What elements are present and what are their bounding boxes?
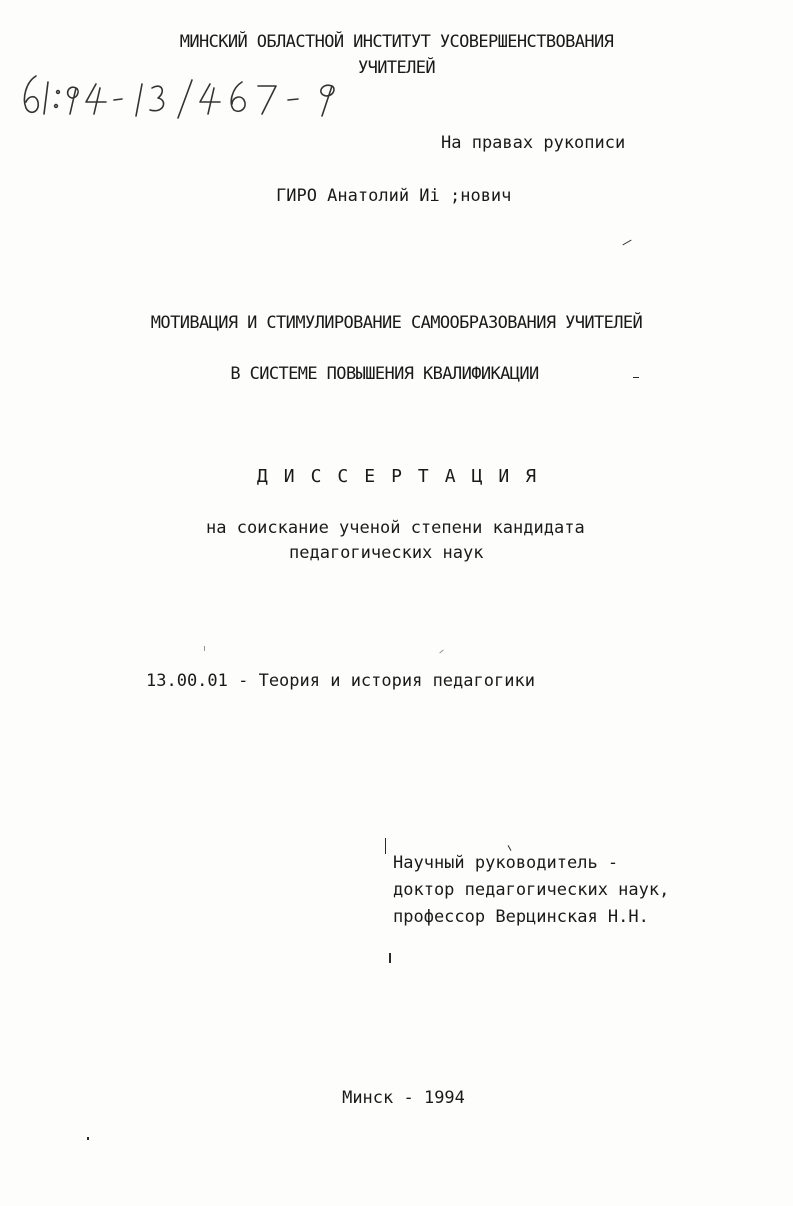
title-line2: В СИСТЕМЕ ПОВЫШЕНИЯ КВАЛИФИКАЦИИ [230,364,539,384]
institute-name-line2: УЧИТЕЛЕЙ [357,58,436,78]
supervisor-line1: Научный руководитель - [393,853,619,873]
supervisor-line2: доктор педагогических наук, [393,880,670,900]
scan-mark [622,240,631,246]
scan-mark [385,838,386,854]
scan-mark [204,646,205,651]
scan-mark [508,845,512,851]
supervisor-line3: профессор Верцинская Н.Н. [393,907,649,927]
scan-mark [439,650,443,654]
document-type: ДИССЕРТАЦИЯ [256,466,553,487]
degree-line1: на соискание ученой степени кандидата [206,518,585,538]
rights-note: На правах рукописи [441,133,626,153]
scan-mark [633,377,639,378]
handwritten-archive-code [14,68,354,128]
institute-name-line1: МИНСКИЙ ОБЛАСТНОЙ ИНСТИТУТ УСОВЕРШЕНСТВОВАНИЯ [179,32,614,52]
scan-mark [87,1137,89,1140]
place-and-year: Минск - 1994 [342,1088,465,1108]
title-line1: МОТИВАЦИЯ И СТИМУЛИРОВАНИЕ САМООБРАЗОВАНИЯ УЧИТЕЛЕЙ [150,313,643,333]
author-name: ГИРО Анатолий Иі ;нович [276,186,512,206]
degree-line2: педагогических наук [289,543,484,563]
scan-mark [389,953,391,963]
specialty-code: 13.00.01 - Теория и история педагогики [146,671,535,691]
